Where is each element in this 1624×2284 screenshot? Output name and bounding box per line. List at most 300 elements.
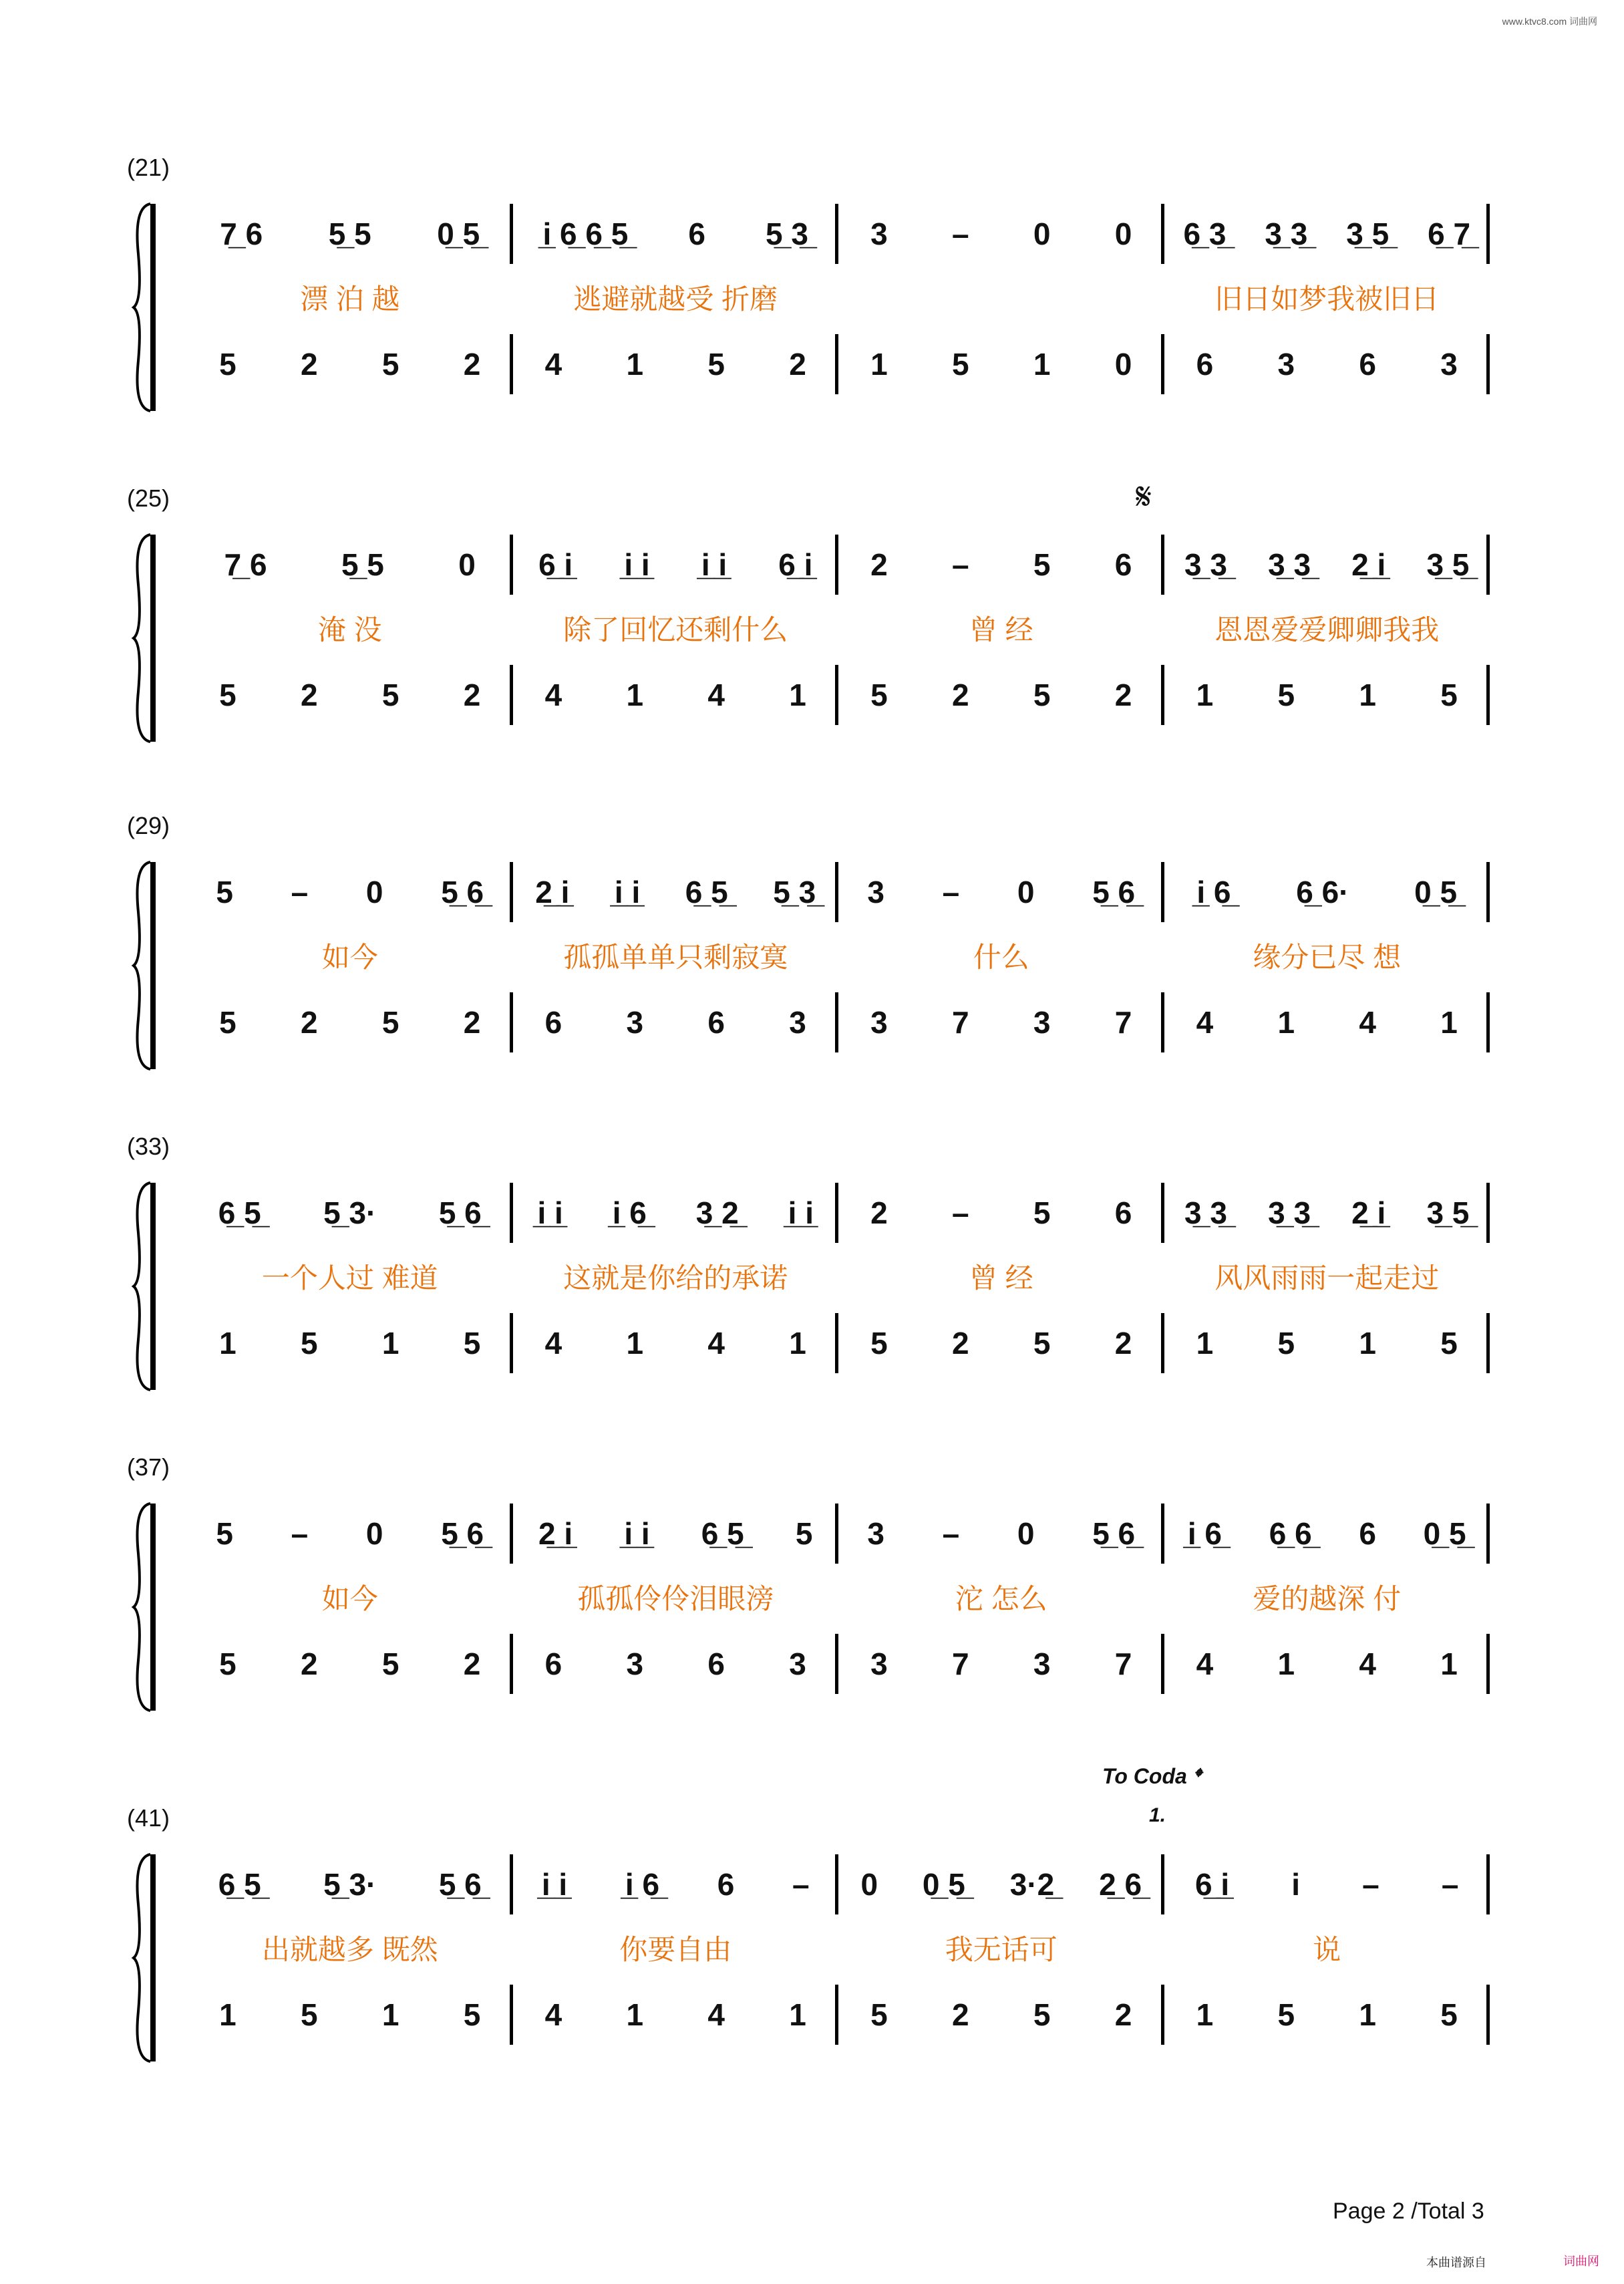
melody-note: i̲ i̲ xyxy=(541,1867,568,1902)
system-barline xyxy=(150,535,156,742)
melody-row xyxy=(187,210,1490,257)
melody-note: 0 xyxy=(1017,875,1035,909)
lyrics-row xyxy=(187,1924,1490,1971)
melody-note: – xyxy=(1441,1867,1459,1902)
bass-note: 4 xyxy=(707,1997,725,2032)
melody-note: 3̲ 3̲ xyxy=(1268,1195,1311,1230)
bass-note: 5 xyxy=(381,678,399,712)
bass-row xyxy=(187,1640,1490,1687)
melody-note: 3̲ 5̲ xyxy=(1426,1195,1470,1230)
bass-note: 4 xyxy=(544,1326,562,1361)
measure-bar xyxy=(513,1253,839,1300)
bass-note: 6 xyxy=(1196,347,1214,382)
melody-note: 3̲ 5̲ xyxy=(1346,217,1390,251)
bass-note: 6 xyxy=(707,1005,725,1040)
melody-note: 5̲ 3̲ xyxy=(766,217,808,251)
melody-note: i̲ i̲ xyxy=(624,547,650,582)
system-barline xyxy=(150,204,156,411)
bass-note: 5 xyxy=(1277,1997,1295,2032)
measure-bar xyxy=(513,1574,839,1620)
bass-note: 5 xyxy=(1277,1326,1295,1361)
bass-note: 1 xyxy=(1196,1997,1214,2032)
source-note: 本曲谱源自 xyxy=(1426,2256,1486,2269)
melody-note: i̲ 6̲ xyxy=(625,1867,660,1902)
melody-note: i̲ i̲ xyxy=(624,1516,650,1551)
lyric-text: 我无话可 xyxy=(945,1934,1058,1965)
system-barline xyxy=(150,1183,156,1390)
bass-note: 5 xyxy=(301,1326,318,1361)
lyric-text: 缘分已尽 想 xyxy=(1253,942,1402,973)
melody-note: 2̲ 6̲ xyxy=(1099,1867,1142,1902)
measure-bar xyxy=(1164,1861,1490,1908)
melody-note: 5 xyxy=(1033,547,1051,582)
bass-note: 1 xyxy=(1359,1326,1376,1361)
bass-note: 3 xyxy=(1033,1647,1051,1681)
lyrics-row xyxy=(187,605,1490,652)
bass-note: 7 xyxy=(952,1005,969,1040)
melody-note: 6̲ 6̲ xyxy=(1269,1516,1312,1551)
melody-note: 0 xyxy=(458,547,476,582)
measure-bar xyxy=(838,1510,1164,1557)
bass-note: 4 xyxy=(544,347,562,382)
bass-note: 1 xyxy=(1196,1326,1214,1361)
bass-note: 4 xyxy=(1196,1647,1214,1681)
melody-note: 6 xyxy=(1114,547,1132,582)
bass-note: 5 xyxy=(1033,678,1051,712)
bass-note: 2 xyxy=(463,347,481,382)
melody-note: 5 xyxy=(216,875,233,909)
lyric-text: 这就是你给的承诺 xyxy=(563,1262,788,1294)
bass-note: 5 xyxy=(381,347,399,382)
measure-bar xyxy=(187,1253,513,1300)
measure-bar xyxy=(513,210,839,257)
system-barline xyxy=(150,862,156,1069)
lyric-text: 一个人过 难道 xyxy=(261,1262,438,1294)
bass-note: 7 xyxy=(952,1647,969,1681)
bass-note: 2 xyxy=(301,678,318,712)
bass-note: 1 xyxy=(1440,1647,1458,1681)
melody-note: i̲ i̲ xyxy=(537,1195,563,1230)
bass-note: 6 xyxy=(707,1647,725,1681)
measure-number: (21) xyxy=(127,154,170,181)
measure-bar xyxy=(187,999,513,1046)
measure-bar xyxy=(838,1189,1164,1236)
bass-note: 1 xyxy=(626,1997,644,2032)
melody-note: 6̲ 5̲ xyxy=(218,1867,261,1902)
bass-note: 5 xyxy=(219,347,236,382)
melody-row xyxy=(187,1510,1490,1557)
barline xyxy=(1486,1504,1490,1564)
measure-bar xyxy=(187,1320,513,1367)
barline xyxy=(1486,1634,1490,1694)
bass-note: 2 xyxy=(789,347,806,382)
barline xyxy=(1486,1183,1490,1243)
melody-note: 5̲ 6̲ xyxy=(438,1867,482,1902)
measure-bar xyxy=(187,1510,513,1557)
measure-bar xyxy=(513,1510,839,1557)
measure-bar xyxy=(838,1991,1164,2038)
lyric-text: 如今 xyxy=(321,942,378,973)
melody-note: 5̲ 3̲ xyxy=(773,875,816,909)
lyric-text: 沱 怎么 xyxy=(955,1583,1047,1614)
bass-note: 7 xyxy=(1114,1647,1132,1681)
lyrics-row xyxy=(187,274,1490,321)
barline xyxy=(1486,334,1490,394)
measure-bar xyxy=(513,672,839,718)
lyric-text: 孤孤伶伶泪眼滂 xyxy=(577,1583,774,1614)
bass-note: 5 xyxy=(1440,1326,1458,1361)
first-ending-bracket: 1. xyxy=(1149,1804,1166,1826)
bass-note: 5 xyxy=(1033,1997,1051,2032)
melody-note: i̲ 6̲ xyxy=(1196,875,1231,909)
lyric-text: 曾 经 xyxy=(969,614,1033,646)
bass-row xyxy=(187,672,1490,718)
bass-note: 5 xyxy=(707,347,725,382)
lyric-text: 漂 泊 越 xyxy=(300,283,400,315)
melody-note: 2 xyxy=(870,1195,888,1230)
lyric-text: 除了回忆还剩什么 xyxy=(563,614,788,646)
melody-note: 6 xyxy=(1359,1516,1376,1551)
measure-bar xyxy=(513,541,839,588)
melody-note: 3̲ 3̲ xyxy=(1184,1195,1227,1230)
bass-note: 5 xyxy=(381,1005,399,1040)
melody-note: 2̲ i̲ xyxy=(538,1516,573,1551)
bass-note: 1 xyxy=(626,347,644,382)
page-number: Page 2 /Total 3 xyxy=(1333,2198,1484,2224)
measure-bar xyxy=(187,1574,513,1620)
bass-note: 5 xyxy=(952,347,969,382)
score-system xyxy=(127,1804,1496,2072)
melody-note: 6̲ 5̲ xyxy=(218,1195,261,1230)
barline xyxy=(1486,992,1490,1052)
measure-bar xyxy=(838,1924,1164,1971)
melody-note: 0̲ 5̲ xyxy=(437,217,480,251)
measure-bar xyxy=(838,1574,1164,1620)
measure-bar xyxy=(1164,1189,1490,1236)
bass-note: 5 xyxy=(463,1997,481,2032)
melody-row xyxy=(187,541,1490,588)
measure-bar xyxy=(513,274,839,321)
lyric-text: 说 xyxy=(1313,1934,1341,1965)
bass-row xyxy=(187,1991,1490,2038)
melody-note: 5̲ 5 xyxy=(328,217,371,251)
measure-bar xyxy=(187,541,513,588)
melody-note: – xyxy=(792,1867,810,1902)
bass-note: 2 xyxy=(301,347,318,382)
bass-note: 3 xyxy=(1277,347,1295,382)
lyric-text: 孤孤单单只剩寂寞 xyxy=(563,942,788,973)
measure-bar xyxy=(187,932,513,979)
melody-note: 6̲ 5̲ xyxy=(685,875,728,909)
bass-note: 2 xyxy=(952,1326,969,1361)
bass-note: 3 xyxy=(626,1005,644,1040)
bass-note: 1 xyxy=(626,678,644,712)
site-watermark: www.ktvc8.com 词曲网 xyxy=(1502,16,1597,27)
lyric-text: 风风雨雨一起走过 xyxy=(1214,1262,1440,1294)
bass-note: 1 xyxy=(789,1997,806,2032)
bass-note: 5 xyxy=(1033,1326,1051,1361)
measure-bar xyxy=(513,1924,839,1971)
lyric-text: 你要自由 xyxy=(619,1934,732,1965)
bass-note: 6 xyxy=(544,1647,562,1681)
measure-bar xyxy=(1164,869,1490,915)
bass-note: 2 xyxy=(952,1997,969,2032)
melody-note: 6 xyxy=(688,217,705,251)
bass-note: 4 xyxy=(707,678,725,712)
bass-note: 5 xyxy=(870,1326,888,1361)
melody-note: 5̲ 5 xyxy=(341,547,384,582)
measure-bar xyxy=(838,1640,1164,1687)
measure-bar xyxy=(187,1991,513,2038)
bass-note: 5 xyxy=(381,1647,399,1681)
melody-note: i̲ i̲ xyxy=(614,875,641,909)
bass-note: 1 xyxy=(1277,1647,1295,1681)
melody-note: – xyxy=(952,217,969,251)
measure-bar xyxy=(187,341,513,388)
melody-note: 0 xyxy=(1017,1516,1035,1551)
melody-note: 5 xyxy=(795,1516,813,1551)
bass-note: 3 xyxy=(870,1005,888,1040)
lyric-text: 如今 xyxy=(321,1583,378,1614)
bass-note: 3 xyxy=(1033,1005,1051,1040)
measure-bar xyxy=(838,1253,1164,1300)
bass-note: 1 xyxy=(1440,1005,1458,1040)
measure-bar xyxy=(1164,999,1490,1046)
melody-note: i̲ 6̲ xyxy=(612,1195,647,1230)
bass-note: 5 xyxy=(870,1997,888,2032)
score-system xyxy=(127,1453,1496,1721)
lyric-text: 逃避就越受 折磨 xyxy=(573,283,778,315)
bass-row xyxy=(187,1320,1490,1367)
bass-note: 2 xyxy=(1114,1326,1132,1361)
measure-bar xyxy=(513,1991,839,2038)
measure-bar xyxy=(513,932,839,979)
melody-note: 0 xyxy=(365,1516,383,1551)
measure-bar xyxy=(1164,932,1490,979)
bass-note: 5 xyxy=(301,1997,318,2032)
measure-bar xyxy=(838,869,1164,915)
bass-note: 5 xyxy=(219,1005,236,1040)
melody-note: 5 xyxy=(1033,1195,1051,1230)
melody-note: 3̲ 3̲ xyxy=(1268,547,1311,582)
measure-bar xyxy=(187,1924,513,1971)
measure-bar xyxy=(838,274,1164,321)
bass-note: 3 xyxy=(789,1647,806,1681)
bass-note: 2 xyxy=(1114,1997,1132,2032)
bass-note: 1 xyxy=(381,1997,399,2032)
measure-bar xyxy=(838,672,1164,718)
melody-note: 3̲ 2̲ xyxy=(695,1195,739,1230)
bass-note: 5 xyxy=(219,678,236,712)
measure-bar xyxy=(1164,605,1490,652)
measure-bar xyxy=(838,1320,1164,1367)
melody-note: i̲ 6̲ xyxy=(1187,1516,1222,1551)
bass-note: 1 xyxy=(219,1326,236,1361)
bass-note: 5 xyxy=(1440,1997,1458,2032)
melody-note: – xyxy=(942,875,960,909)
bass-note: 5 xyxy=(1440,678,1458,712)
bass-note: 1 xyxy=(381,1326,399,1361)
melody-note: 5̲ 3· xyxy=(323,1195,377,1230)
bass-note: 4 xyxy=(1359,1647,1376,1681)
melody-note: i̲ i̲ xyxy=(788,1195,814,1230)
melody-note: 0̲ 5̲ xyxy=(1423,1516,1466,1551)
melody-note: – xyxy=(942,1516,960,1551)
source-logo: 词曲网 xyxy=(1563,2255,1599,2268)
bass-note: 7 xyxy=(1114,1005,1132,1040)
melody-note: – xyxy=(291,875,309,909)
bass-note: 1 xyxy=(1196,678,1214,712)
melody-note: 3 xyxy=(867,1516,884,1551)
bass-note: 5 xyxy=(870,678,888,712)
barline xyxy=(1486,535,1490,595)
lyric-text: 爱的越深 付 xyxy=(1253,1583,1402,1614)
measure-bar xyxy=(1164,274,1490,321)
melody-note: 6̲ i̲ xyxy=(778,547,813,582)
melody-row xyxy=(187,1861,1490,1908)
measure-bar xyxy=(838,932,1164,979)
melody-note: 0̲ 5̲ xyxy=(922,1867,965,1902)
bass-note: 1 xyxy=(789,678,806,712)
melody-note: 0 xyxy=(1114,217,1132,251)
melody-note: 5̲ 6̲ xyxy=(441,1516,484,1551)
score-system xyxy=(127,1133,1496,1400)
melody-note: – xyxy=(1362,1867,1379,1902)
melody-note: 6̲ 6· xyxy=(1296,875,1349,909)
melody-note: 6̲ i̲ xyxy=(1195,1867,1230,1902)
melody-note: 7̲ 6 xyxy=(220,217,263,251)
melody-note: 0 xyxy=(1033,217,1051,251)
melody-note: 6 xyxy=(717,1867,735,1902)
lyrics-row xyxy=(187,1253,1490,1300)
bass-note: 6 xyxy=(1359,347,1376,382)
measure-bar xyxy=(187,869,513,915)
melody-row xyxy=(187,1189,1490,1236)
bass-note: 6 xyxy=(544,1005,562,1040)
bass-note: 1 xyxy=(870,347,888,382)
bass-note: 5 xyxy=(1277,678,1295,712)
measure-bar xyxy=(1164,1574,1490,1620)
measure-number: (25) xyxy=(127,484,170,512)
melody-note: 3̲ 3̲ xyxy=(1265,217,1308,251)
bass-note: 1 xyxy=(1359,678,1376,712)
melody-note: 3̲ 3̲ xyxy=(1184,547,1227,582)
measure-bar xyxy=(513,341,839,388)
bass-note: 4 xyxy=(1359,1005,1376,1040)
melody-note: 7̲ 6 xyxy=(224,547,267,582)
segno-sign: 𝄋 xyxy=(1136,475,1152,517)
measure-bar xyxy=(187,1640,513,1687)
measure-bar xyxy=(513,1861,839,1908)
melody-note: 5 xyxy=(216,1516,233,1551)
bass-note: 1 xyxy=(789,1326,806,1361)
bass-note: 2 xyxy=(301,1005,318,1040)
measure-bar xyxy=(187,672,513,718)
melody-note: 2 xyxy=(870,547,888,582)
melody-note: 5̲ 6̲ xyxy=(1092,875,1136,909)
score-system xyxy=(127,812,1496,1079)
measure-bar xyxy=(513,869,839,915)
bass-note: 2 xyxy=(463,1005,481,1040)
bass-row xyxy=(187,341,1490,388)
lyrics-row xyxy=(187,1574,1490,1620)
bass-note: 1 xyxy=(1277,1005,1295,1040)
lyric-text: 恩恩爱爱卿卿我我 xyxy=(1214,614,1440,646)
melody-note: 0 xyxy=(860,1867,878,1902)
melody-note: i̲ i̲ xyxy=(701,547,727,582)
bass-note: 2 xyxy=(952,678,969,712)
measure-number: (33) xyxy=(127,1133,170,1160)
measure-bar xyxy=(187,274,513,321)
melody-note: 5̲ 3· xyxy=(323,1867,377,1902)
melody-note: 3 xyxy=(867,875,884,909)
bass-note: 2 xyxy=(301,1647,318,1681)
barline xyxy=(1486,1854,1490,1914)
bass-note: 2 xyxy=(463,1647,481,1681)
measure-bar xyxy=(1164,1510,1490,1557)
measure-bar xyxy=(838,605,1164,652)
measure-bar xyxy=(838,541,1164,588)
system-barline xyxy=(150,1504,156,1711)
measure-bar xyxy=(1164,1320,1490,1367)
lyric-text: 什么 xyxy=(973,942,1029,973)
melody-note: 0̲ 5̲ xyxy=(1414,875,1458,909)
bass-note: 2 xyxy=(1114,678,1132,712)
melody-note: 6̲ 5̲ xyxy=(701,1516,744,1551)
melody-note: 3·2̲ xyxy=(1009,1867,1055,1902)
bass-note: 4 xyxy=(1196,1005,1214,1040)
measure-bar xyxy=(1164,1640,1490,1687)
bass-note: 2 xyxy=(463,678,481,712)
bass-note: 0 xyxy=(1114,347,1132,382)
melody-note: 5̲ 6̲ xyxy=(1092,1516,1136,1551)
melody-note: i xyxy=(1291,1867,1301,1902)
measure-bar xyxy=(1164,210,1490,257)
lyrics-row xyxy=(187,932,1490,979)
melody-note: 0 xyxy=(365,875,383,909)
score-system xyxy=(127,154,1496,421)
measure-bar xyxy=(513,1189,839,1236)
lyric-text: 出就越多 既然 xyxy=(261,1934,438,1965)
bass-note: 3 xyxy=(626,1647,644,1681)
measure-number: (41) xyxy=(127,1804,170,1832)
measure-bar xyxy=(513,1640,839,1687)
melody-note: 6̲ 7̲ xyxy=(1428,217,1471,251)
melody-note: 5̲ 6̲ xyxy=(441,875,484,909)
bass-note: 3 xyxy=(789,1005,806,1040)
measure-bar xyxy=(1164,541,1490,588)
bass-note: 1 xyxy=(1359,1997,1376,2032)
measure-bar xyxy=(838,999,1164,1046)
measure-bar xyxy=(513,605,839,652)
melody-note: 5̲ 6̲ xyxy=(438,1195,482,1230)
measure-bar xyxy=(187,1189,513,1236)
bass-note: 4 xyxy=(544,1997,562,2032)
measure-bar xyxy=(187,210,513,257)
lyric-text: 曾 经 xyxy=(969,1262,1033,1294)
barline xyxy=(1486,1985,1490,2045)
bass-note: 4 xyxy=(707,1326,725,1361)
melody-note: 3̲ 5̲ xyxy=(1426,547,1470,582)
measure-bar xyxy=(1164,341,1490,388)
melody-note: – xyxy=(952,1195,969,1230)
melody-note: – xyxy=(952,547,969,582)
measure-bar xyxy=(187,1861,513,1908)
measure-bar xyxy=(513,1320,839,1367)
bass-note: 5 xyxy=(219,1647,236,1681)
measure-bar xyxy=(1164,1253,1490,1300)
measure-number: (37) xyxy=(127,1453,170,1481)
